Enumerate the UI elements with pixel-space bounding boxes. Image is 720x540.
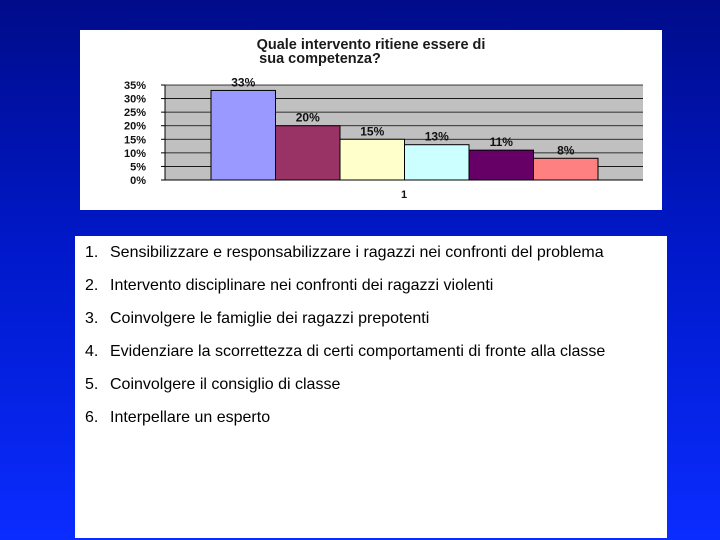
- bar-chart: [80, 30, 662, 210]
- bar: [276, 126, 341, 180]
- x-tick-label: 1: [400, 189, 408, 201]
- item-number: 1.: [85, 244, 99, 261]
- item-text: Interpellare un esperto: [110, 409, 271, 426]
- item-text: Coinvolgere le famiglie dei ragazzi prepotenti: [110, 310, 430, 327]
- bar-value-label: 11%: [489, 135, 513, 150]
- item-number: 3.: [85, 310, 99, 327]
- item-text: Intervento disciplinare nei confronti dei ragazzi violenti: [110, 277, 494, 294]
- bar-value-label: 20%: [295, 110, 320, 125]
- legend-item: [85, 341, 657, 362]
- y-tick-label: 5%: [130, 161, 146, 174]
- bar-value-label: 13%: [424, 129, 449, 144]
- y-tick-label: 0%: [130, 175, 146, 187]
- legend-item: [85, 242, 657, 263]
- y-tick-label: 35%: [123, 80, 146, 92]
- item-text: Sensibilizzare e responsabilizzare i ragazzi nei confronti del problema: [110, 244, 604, 261]
- item-text: Coinvolgere il consiglio di classe: [110, 376, 341, 393]
- bar-value-label: 8%: [557, 143, 575, 158]
- chart-title-line-2: sua competenza?: [259, 51, 381, 67]
- y-tick-label: 20%: [123, 120, 146, 133]
- item-number: 6.: [85, 409, 99, 426]
- item-number: 4.: [85, 343, 99, 360]
- y-tick-label: 15%: [123, 134, 146, 147]
- bar: [211, 90, 276, 180]
- y-axis-ticks: [124, 80, 165, 187]
- legend-item: [85, 308, 657, 329]
- bar-value-label: 15%: [360, 124, 385, 139]
- item-number: 2.: [85, 277, 99, 294]
- y-tick-label: 10%: [123, 147, 146, 160]
- bar-value-label: 33%: [231, 75, 256, 90]
- legend-item: [85, 407, 657, 428]
- legend-item: [85, 275, 657, 296]
- item-number: 5.: [85, 376, 99, 393]
- bar: [405, 145, 470, 180]
- item-text: Evidenziare la scorrettezza di certi comportamenti di fronte alla classe: [110, 343, 606, 360]
- chart-title-line-1: Quale intervento ritiene essere di: [256, 37, 486, 53]
- y-tick-label: 25%: [123, 107, 146, 120]
- legend-item: [85, 374, 657, 395]
- legend-panel: [75, 236, 667, 538]
- bar: [340, 139, 405, 180]
- bar: [469, 150, 534, 180]
- bar: [534, 158, 599, 180]
- legend-list: [85, 242, 657, 428]
- y-tick-label: 30%: [123, 93, 146, 106]
- chart-panel: [80, 30, 662, 210]
